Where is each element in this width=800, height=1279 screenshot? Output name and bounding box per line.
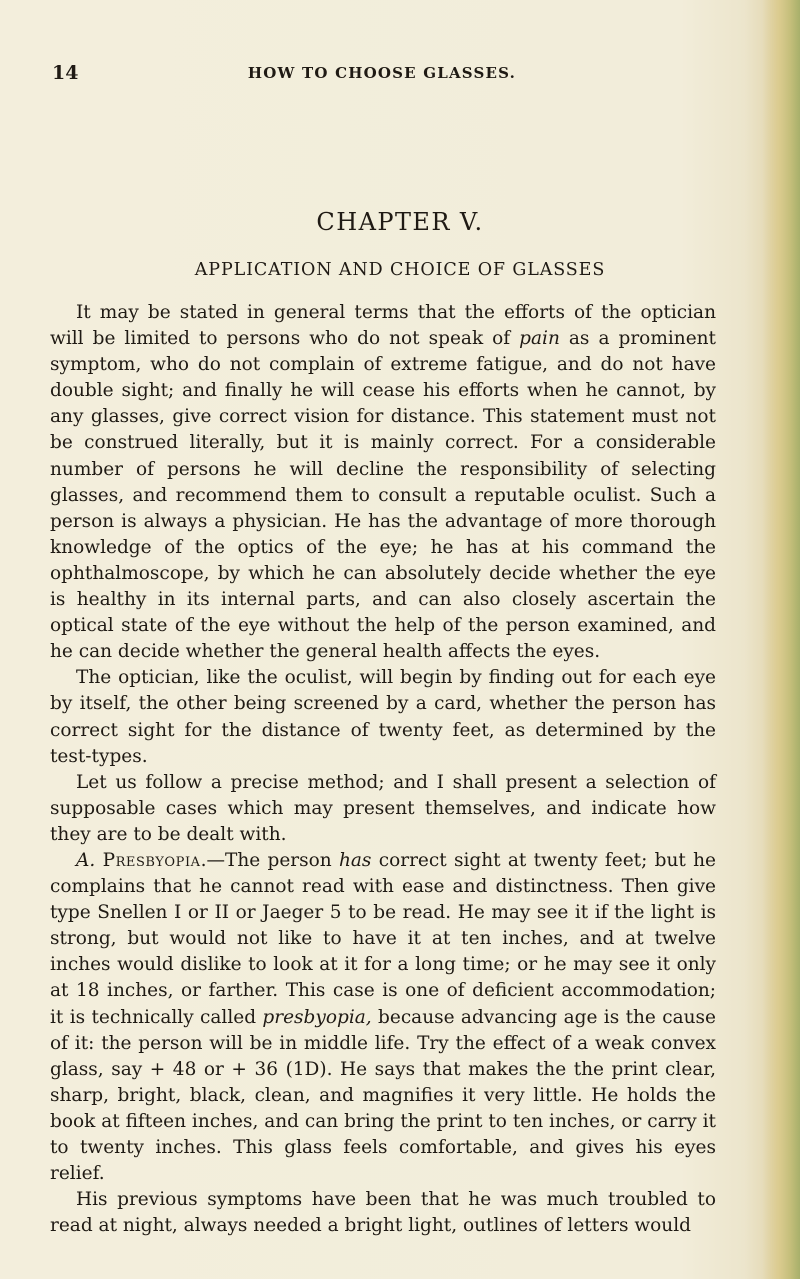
paragraph-2: The optician, like the oculist, will begin by finding out for each eye by itself, the other being screened by a card, whether the person has correct sight for the distance of twenty feet, as determined by the test-types. [50,667,716,767]
page-number: 14 [52,62,79,84]
chapter-title: CHAPTER V. [316,208,484,236]
page-header [52,62,712,86]
chapter-subtitle: APPLICATION AND CHOICE OF GLASSES [194,260,606,280]
body-text [50,300,716,1239]
paragraph-4: A. Presbyopia.—The person has correct sight at twenty feet; but he complains that he cannot read with ease and distinctness. Then give type Snellen I or II or Jaeger 5 to be read. He may see it if the light is strong, but would not like to have it at ten inches, and at twelve inches would dislike to look at it for a long time; or he may see it only at 18 inches, or farther. This case is one of deficient accommodation; it is technically called presbyopia, because advancing age is the cause of it: the person will be in middle life. Try the effect of a weak convex glass, say + 48 or + 36 (1D). He says that makes the the print clear, sharp, bright, black, clean, and magnifies it very little. He holds the book at fifteen inches, and can bring the print to ten inches, or carry it to twenty inches. This glass feels comfortable, and gives his eyes relief. [50,849,716,1185]
paragraph-3: Let us follow a precise method; and I shall present a selection of supposable cases which may present themselves, and indicate how they are to be dealt with. [50,771,716,845]
emphasis-presbyopia: presbyopia, [262,1006,372,1028]
running-title: HOW TO CHOOSE GLASSES. [247,64,517,82]
case-letter: A. [76,849,96,871]
case-heading: Presbyopia [102,849,201,871]
page-edge-shadow [762,0,800,1279]
emphasis-has: has [338,849,372,871]
emphasis-pain: pain [519,328,560,350]
paragraph-5: His previous symptoms have been that he was much troubled to read at night, always needed a bright light, outlines of letters would [50,1189,716,1237]
paragraph-1: It may be stated in general terms that the efforts of the optician will be limited to persons who do not speak of pain as a prominent symptom, who do not complain of extreme fatigue, and do not have double sight; and finally he will cease his efforts when he cannot, by any glasses, give correct vision for distance. This statement must not be construed literally, but it is mainly correct. For a considerable number of persons he will decline the responsibility of selecting glasses, and recommend them to consult a reputable oculist. Such a person is always a physician. He has the advantage of more thorough knowledge of the optics of the eye; he has at his command the ophthalmoscope, by which he can absolutely decide whether the eye is healthy in its internal parts, and can also closely ascertain the optical state of the eye without the help of the person examined, and he can decide whether the general health affects the eyes. [50,302,716,663]
